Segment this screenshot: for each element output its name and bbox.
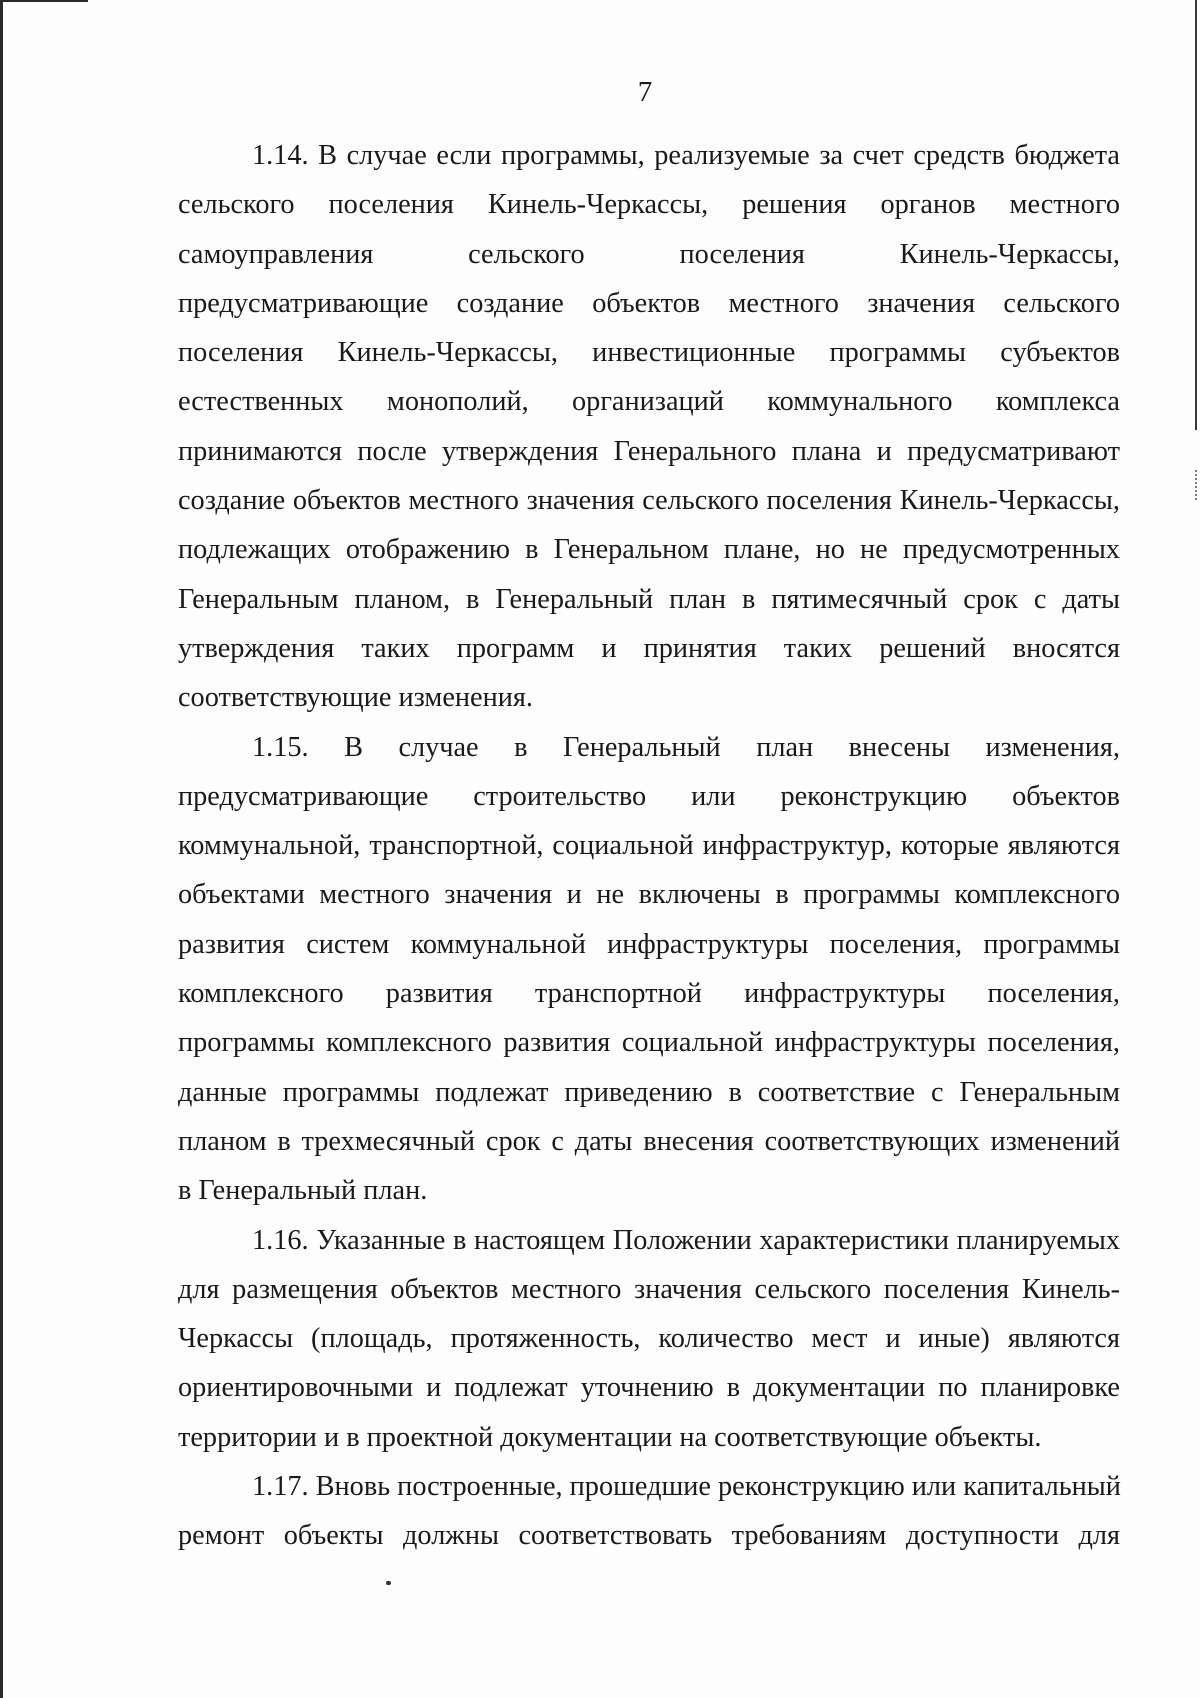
paragraph-1-15 <box>178 723 1120 1216</box>
scan-border-top <box>0 0 88 2</box>
text-line: самоуправления сельского поселения Кинель-Черкассы, <box>178 238 1120 270</box>
scan-border-right <box>1195 0 1197 430</box>
text-line: ремонт объекты должны соответствовать требованиям доступности для <box>178 1520 1120 1552</box>
text-line: территории и в проектной документации на соответствующие объекты. <box>178 1421 1042 1453</box>
text-line: утверждения таких программ и принятия таких решений вносятся <box>178 632 1120 664</box>
text-line: 1.14. В случае если программы, реализуемые за счет средств бюджета <box>252 140 1120 171</box>
text-line: комплексного развития транспортной инфраструктуры поселения, <box>178 978 1120 1010</box>
text-line: развития систем коммунальной инфраструктуры поселения, программы <box>178 928 1120 960</box>
text-line: Черкассы (площадь, протяженность, количество мест и иные) являются <box>178 1323 1120 1355</box>
text-line: планом в трехмесячный срок с даты внесения соответствующих изменений <box>178 1125 1120 1157</box>
text-line: предусматривающие строительство или реконструкцию объектов <box>178 780 1120 812</box>
paragraph-1-14 <box>178 131 1120 723</box>
page-number: 7 <box>637 76 653 108</box>
text-line: Генеральным планом, в Генеральный план в пятимесячный срок с даты <box>178 583 1120 615</box>
document-body <box>178 131 1120 1561</box>
text-line: для размещения объектов местного значения сельского поселения Кинель- <box>178 1273 1120 1305</box>
text-line: создание объектов местного значения сельского поселения Кинель-Черкассы, <box>178 485 1120 517</box>
scan-border-left <box>0 0 3 1698</box>
text-line: 1.16. Указанные в настоящем Положении характеристики планируемых <box>252 1224 1120 1256</box>
text-line: 1.17. Вновь построенные, прошедшие реконструкцию или капитальный <box>252 1471 1121 1503</box>
scan-speck <box>386 1581 391 1585</box>
text-line: принимаются после утверждения Генерального плана и предусматривают <box>178 435 1120 467</box>
text-line: коммунальной, транспортной, социальной инфраструктур, которые являются <box>178 830 1120 862</box>
text-line: ориентировочными и подлежат уточнению в документации по планировке <box>178 1372 1120 1404</box>
text-line: сельского поселения Кинель-Черкассы, решения органов местного <box>178 189 1120 221</box>
text-line: объектами местного значения и не включены в программы комплексного <box>178 879 1120 911</box>
text-line: в Генеральный план. <box>178 1175 428 1207</box>
paragraph-1-16 <box>178 1216 1120 1462</box>
text-line: подлежащих отображению в Генеральном плане, но не предусмотренных <box>178 534 1120 566</box>
text-line: данные программы подлежат приведению в соответствие с Генеральным <box>178 1076 1120 1108</box>
text-line: программы комплексного развития социальной инфраструктуры поселения, <box>178 1027 1120 1059</box>
paragraph-1-17 <box>178 1462 1120 1561</box>
text-line: естественных монополий, организаций коммунального комплекса <box>178 386 1120 418</box>
text-line: предусматривающие создание объектов местного значения сельского <box>178 287 1120 319</box>
scan-specks <box>1195 470 1199 500</box>
text-line: соответствующие изменения. <box>178 682 533 714</box>
text-line: 1.15. В случае в Генеральный план внесены изменения, <box>252 731 1120 763</box>
text-line: поселения Кинель-Черкассы, инвестиционные программы субъектов <box>178 337 1120 369</box>
